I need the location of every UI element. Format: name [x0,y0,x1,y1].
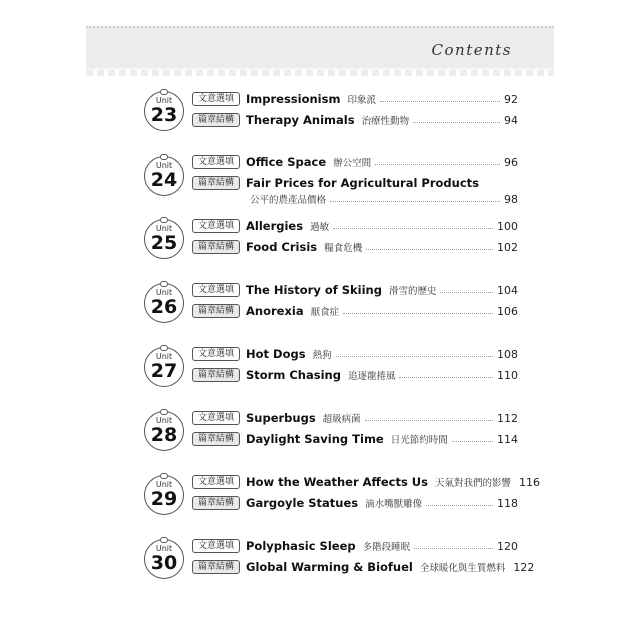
entry-title: Superbugs [246,411,316,425]
unit-number: 30 [150,552,178,574]
unit-label: Unit [155,96,173,105]
unit-number: 26 [150,296,178,318]
unit-block-28 [144,408,524,468]
unit-number: 23 [150,104,178,126]
type-tag: 文意選填 [192,219,240,233]
entry-title: Anorexia [246,304,304,318]
toc-entry[interactable] [192,559,535,575]
page-number: 108 [497,347,518,361]
entry-title: How the Weather Affects Us [246,475,428,489]
entry-title: Fair Prices for Agricultural Products [246,176,479,190]
entry-title: Global Warming & Biofuel [246,560,413,574]
type-tag: 文意選填 [192,347,240,361]
unit-badge [144,156,184,196]
toc-entry[interactable] [192,239,518,255]
unit-block-26 [144,280,524,340]
entry-subtitle: 多階段睡眠 [362,542,411,553]
unit-label: Unit [155,544,173,553]
type-tag: 篇章結構 [192,368,240,382]
type-tag: 篇章結構 [192,304,240,318]
type-tag: 篇章結構 [192,496,240,510]
unit-badge [144,539,184,579]
toc-entry[interactable] [192,474,541,490]
type-tag: 篇章結構 [192,113,240,127]
type-tag: 文意選填 [192,475,240,489]
type-tag: 篇章結構 [192,240,240,254]
type-tag: 文意選填 [192,539,240,553]
unit-badge [144,219,184,259]
page-number: 110 [497,368,518,382]
page-number: 112 [497,411,518,425]
entry-subtitle: 治療性動物 [361,116,410,127]
unit-label: Unit [155,352,173,361]
unit-label: Unit [155,480,173,489]
toc-entry-continuation[interactable] [250,192,518,206]
entry-title: Office Space [246,155,327,169]
unit-block-24 [144,152,524,212]
page-number: 98 [504,192,518,206]
unit-block-29 [144,472,541,532]
unit-badge [144,347,184,387]
page-number: 96 [504,155,518,169]
page-number: 114 [497,432,518,446]
unit-block-25 [144,216,524,276]
page-number: 102 [497,240,518,254]
toc-entry[interactable] [192,218,518,234]
unit-label: Unit [155,224,173,233]
unit-number: 24 [150,169,178,191]
dot-leader [333,228,493,229]
page-number: 100 [497,219,518,233]
page-number: 120 [497,539,518,553]
toc-entry[interactable] [192,112,518,128]
entry-title: The History of Skiing [246,283,382,297]
type-tag: 文意選填 [192,411,240,425]
dot-leader [440,292,493,293]
entry-subtitle: 公平的農產品價格 [250,195,327,206]
entry-title: Impressionism [246,92,341,106]
entry-title: Gargoyle Statues [246,496,359,510]
entry-subtitle: 厭食症 [310,307,340,318]
entry-subtitle: 日光節約時間 [390,435,448,446]
dot-leader [375,164,500,165]
dot-leader [414,548,493,549]
page-number: 104 [497,283,518,297]
header-banner [86,26,554,70]
type-tag: 篇章結構 [192,432,240,446]
entry-subtitle: 超級病菌 [322,414,361,425]
toc-entry[interactable] [192,346,518,362]
toc-entry[interactable] [192,410,518,426]
page-number: 94 [504,113,518,127]
unit-badge [144,91,184,131]
toc-entry[interactable] [192,431,518,447]
unit-number: 29 [150,488,178,510]
unit-badge [144,411,184,451]
entry-subtitle: 辦公空間 [333,158,372,169]
page-number: 118 [497,496,518,510]
dot-leader [399,377,493,378]
unit-block-27 [144,344,524,404]
entry-subtitle: 天氣對我們的影響 [435,478,512,489]
page-number: 106 [497,304,518,318]
unit-block-23 [144,88,524,148]
unit-label: Unit [155,416,173,425]
type-tag: 文意選填 [192,155,240,169]
type-tag: 文意選填 [192,92,240,106]
unit-badge [144,475,184,515]
type-tag: 文意選填 [192,283,240,297]
entry-subtitle: 全球暖化與生質燃料 [419,563,506,574]
dot-leader [426,505,493,506]
toc-entry[interactable] [192,367,518,383]
dot-leader [330,201,500,202]
unit-number: 25 [150,232,178,254]
type-tag: 篇章結構 [192,560,240,574]
page-title: Contents [431,41,512,59]
unit-block-30 [144,536,535,596]
dot-leader [365,420,493,421]
entry-title: Food Crisis [246,240,318,254]
toc-entry[interactable] [192,154,518,170]
entry-title: Polyphasic Sleep [246,539,356,553]
unit-number: 28 [150,424,178,446]
dot-leader [343,313,493,314]
toc-entry[interactable] [192,175,518,191]
entry-title: Daylight Saving Time [246,432,384,446]
entry-subtitle: 過敏 [310,222,330,233]
entry-subtitle: 熱狗 [312,350,332,361]
unit-number: 27 [150,360,178,382]
type-tag: 篇章結構 [192,176,240,190]
toc-entry[interactable] [192,303,518,319]
entry-subtitle: 印象派 [347,95,376,106]
entry-title: Allergies [246,219,304,233]
unit-label: Unit [155,161,173,170]
entry-subtitle: 糧食危機 [324,243,363,254]
dot-leader [380,101,500,102]
entry-title: Hot Dogs [246,347,306,361]
toc-entry[interactable] [192,495,518,511]
unit-badge [144,283,184,323]
dot-leader [336,356,493,357]
unit-label: Unit [155,288,173,297]
entry-title: Storm Chasing [246,368,341,382]
entry-title: Therapy Animals [246,113,355,127]
entry-subtitle: 滴水嘴獸雕像 [365,499,423,510]
toc-entry[interactable] [192,91,518,107]
toc-entry[interactable] [192,282,518,298]
dot-leader [452,441,493,442]
page-number: 122 [513,560,535,574]
dot-leader [413,122,500,123]
dot-leader [366,249,493,250]
toc-entry[interactable] [192,538,518,554]
page-number: 116 [519,475,541,489]
page-number: 92 [504,92,518,106]
entry-subtitle: 追逐龍捲風 [347,371,396,382]
entry-subtitle: 滑雪的歷史 [388,286,437,297]
